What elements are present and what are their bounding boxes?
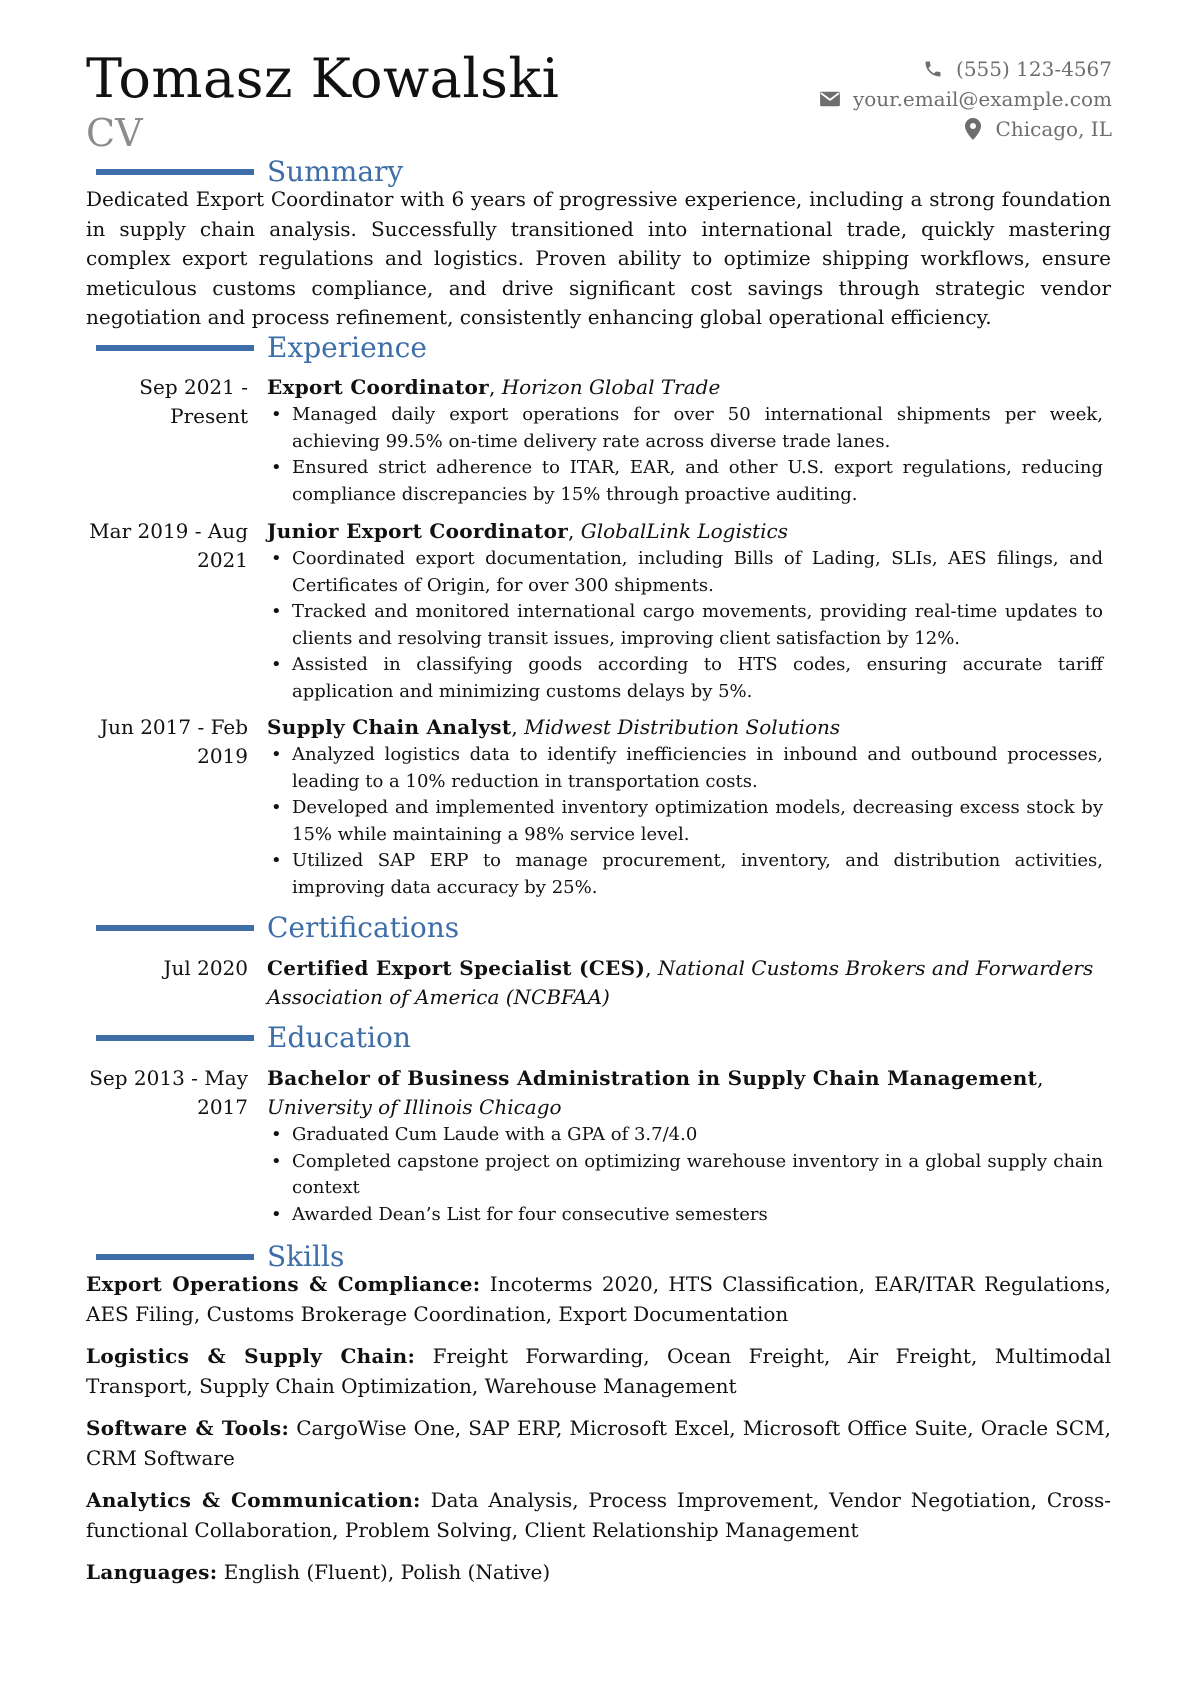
bullet-item: • Awarded Dean’s List for four consecutive semesters [267, 1202, 1103, 1229]
phone-text[interactable]: (555) 123-4567 [956, 57, 1112, 81]
entry-date: Jul 2020 [163, 956, 248, 980]
contact-email [819, 84, 1112, 114]
section-title-education: Education [267, 1021, 411, 1054]
entry-body [267, 373, 1103, 508]
entry-org: University of Illinois Chicago [267, 1095, 562, 1119]
section-skills-header [0, 1240, 1190, 1274]
skills-list [86, 1270, 1111, 1601]
skill-value: Freight Forwarding, Ocean Freight, Air Freight, Multimodal Transport, Supply Chain Optimization, Warehouse Management [86, 1344, 1112, 1398]
skill-row [86, 1486, 1111, 1545]
skill-value: Incoterms 2020, HTS Classification, EAR/ITAR Regulations, AES Filing, Customs Brokerage Coordination, Export Documentation [86, 1272, 1111, 1326]
bullet-item: • Graduated Cum Laude with a GPA of 3.7/4.0 [267, 1122, 1103, 1149]
entry-date: Sep 2021 - Present [139, 375, 248, 428]
skill-value: Data Analysis, Process Improvement, Vendor Negotiation, Cross-functional Collaboration, Problem Solving, Client Relationship Management [86, 1488, 1112, 1542]
section-title-experience: Experience [267, 331, 427, 364]
contact-phone [819, 54, 1112, 84]
skill-row [86, 1558, 1111, 1588]
email-text[interactable]: your.email@example.com [852, 87, 1112, 111]
skill-row [86, 1270, 1111, 1329]
skill-row [86, 1342, 1111, 1401]
entry-org: Horizon Global Trade [501, 375, 721, 399]
bullet-item: • Completed capstone project on optimizing warehouse inventory in a global supply chain context [267, 1149, 1103, 1202]
section-bar [96, 1035, 254, 1041]
skill-label: Logistics & Supply Chain: [86, 1344, 416, 1368]
contact-location [819, 114, 1112, 144]
skill-label: Languages: [86, 1560, 218, 1584]
entry-heading: Supply Chain Analyst, Midwest Distribution Solutions [267, 715, 841, 739]
section-title-skills: Skills [267, 1240, 345, 1273]
section-certifications-header [0, 911, 1190, 945]
entry-date: Sep 2013 - May 2017 [89, 1066, 248, 1119]
skill-label: Analytics & Communication: [86, 1488, 421, 1512]
entry-bullets [267, 402, 1103, 508]
person-name: Tomasz Kowalski [86, 47, 560, 110]
entry-bullets [267, 742, 1103, 901]
bullet-item: • Assisted in classifying goods according to HTS codes, ensuring accurate tariff application and minimizing customs delays by 5%. [267, 652, 1103, 705]
entry-body [267, 1064, 1103, 1228]
entry-heading: Certified Export Specialist (CES), National Customs Brokers and Forwarders Association of America (NCBFAA) [267, 956, 1094, 1009]
phone-icon [922, 58, 944, 80]
skill-row [86, 1414, 1111, 1473]
section-title-certifications: Certifications [267, 911, 460, 944]
entry-date: Mar 2019 - Aug 2021 [89, 519, 248, 572]
entry-body [267, 954, 1103, 1012]
section-title-summary: Summary [267, 155, 404, 188]
section-bar [96, 345, 254, 351]
entry-org: Midwest Distribution Solutions [524, 715, 841, 739]
bullet-item: • Developed and implemented inventory optimization models, decreasing excess stock by 15% while maintaining a 98% service level. [267, 795, 1103, 848]
entry-title: Export Coordinator [267, 375, 489, 399]
section-bar [96, 1254, 254, 1260]
bullet-item: • Coordinated export documentation, including Bills of Lading, SLIs, AES filings, and Certificates of Origin, for over 300 shipments. [267, 546, 1103, 599]
bullet-item: • Ensured strict adherence to ITAR, EAR, and other U.S. export regulations, reducing compliance discrepancies by 15% through proactive auditing. [267, 455, 1103, 508]
entry-body [267, 517, 1103, 705]
entry-bullets [267, 1122, 1103, 1228]
section-bar [96, 925, 254, 931]
bullet-item: • Managed daily export operations for over 50 international shipments per week, achieving 99.5% on-time delivery rate across diverse trade lanes. [267, 402, 1103, 455]
location-text: Chicago, IL [995, 117, 1112, 141]
bullet-item: • Utilized SAP ERP to manage procurement, inventory, and distribution activities, improving data accuracy by 25%. [267, 848, 1103, 901]
entry-heading: Bachelor of Business Administration in Supply Chain Management, University of Illinois Chicago [267, 1066, 1044, 1119]
contact-block [819, 54, 1112, 144]
skill-label: Software & Tools: [86, 1416, 290, 1440]
section-bar [96, 169, 254, 175]
section-experience-header [0, 331, 1190, 365]
section-summary-header [0, 155, 1190, 189]
bullet-item: • Analyzed logistics data to identify inefficiencies in inbound and outbound processes, leading to a 10% reduction in transportation costs. [267, 742, 1103, 795]
summary-text: Dedicated Export Coordinator with 6 years of progressive experience, including a strong foundation in supply chain analysis. Successfully transitioned into international trade, quickly mastering complex export regulations and logistics. Proven ability to optimize shipping workflows, ensure meticulous customs compliance, and drive significant cost savings through strategic vendor negotiation and process refinement, consistently enhancing global operational efficiency. [86, 187, 1111, 329]
skill-value: CargoWise One, SAP ERP, Microsoft Excel, Microsoft Office Suite, Oracle SCM, CRM Software [86, 1416, 1111, 1470]
skill-label: Export Operations & Compliance: [86, 1272, 481, 1296]
entry-title: Supply Chain Analyst [267, 715, 512, 739]
entry-body [267, 713, 1103, 901]
entry-heading: Export Coordinator, Horizon Global Trade [267, 375, 721, 399]
map-pin-icon [962, 118, 984, 140]
entry-org: National Customs Brokers and Forwarders Association of America (NCBFAA) [267, 956, 1094, 1009]
entry-org: GlobalLink Logistics [580, 519, 789, 543]
entry-bullets [267, 546, 1103, 705]
entry-heading: Junior Export Coordinator, GlobalLink Logistics [267, 519, 789, 543]
envelope-icon [819, 88, 841, 110]
bullet-item: • Tracked and monitored international cargo movements, providing real-time updates to clients and resolving transit issues, improving client satisfaction by 12%. [267, 599, 1103, 652]
entry-title: Junior Export Coordinator [267, 519, 569, 543]
skill-value: English (Fluent), Polish (Native) [223, 1560, 551, 1584]
entry-title: Bachelor of Business Administration in Supply Chain Management [267, 1066, 1038, 1090]
entry-date: Jun 2017 - Feb 2019 [100, 715, 248, 768]
entry-title: Certified Export Specialist (CES) [267, 956, 646, 980]
section-education-header [0, 1021, 1190, 1055]
document-subtitle: CV [86, 111, 143, 155]
